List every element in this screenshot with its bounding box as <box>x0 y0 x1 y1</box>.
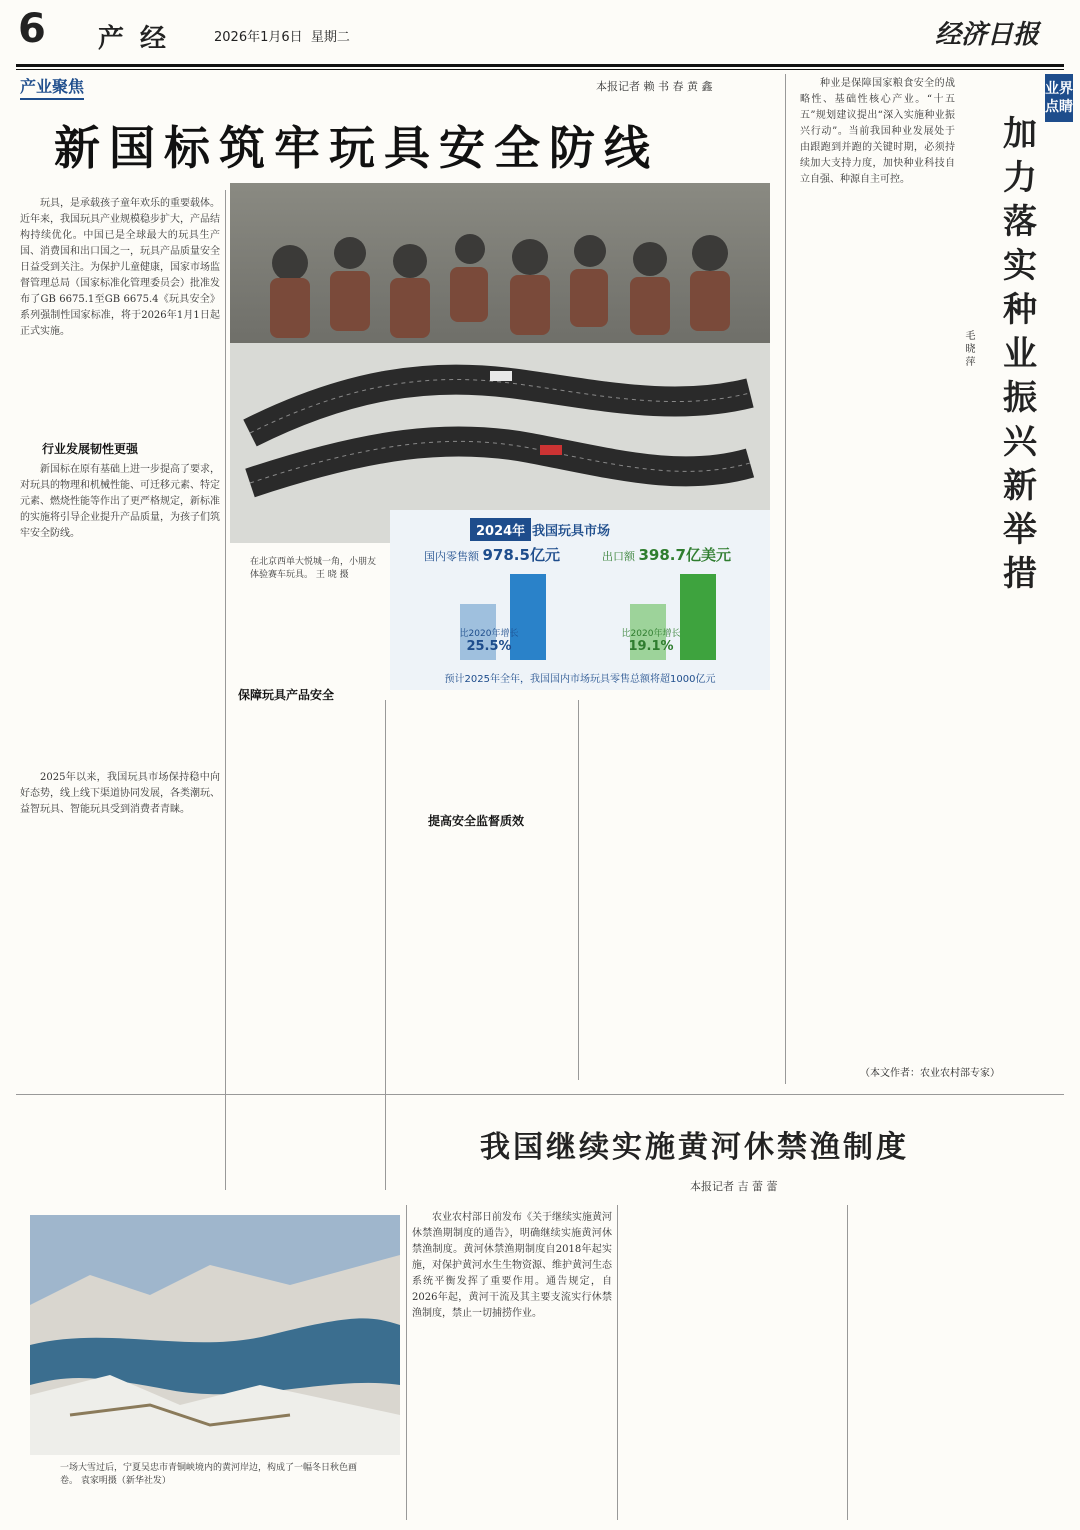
column-rule <box>617 1205 618 1520</box>
page-number: 6 <box>18 6 46 52</box>
domestic-block <box>424 544 560 565</box>
subhead-3: 提高安全监督质效 <box>428 814 525 828</box>
infobox-title: 我国玩具市场 <box>532 524 611 539</box>
paper-logo: 经济日报 <box>935 20 1040 50</box>
market-infobox <box>390 510 770 690</box>
column-rule <box>406 1205 407 1520</box>
domestic-value: 978.5亿元 <box>482 546 560 564</box>
domestic-label: 国内零售额 <box>424 550 479 563</box>
section-kicker: 产业聚焦 <box>20 74 84 100</box>
article1-col4-body <box>582 700 772 1080</box>
header-rule-thin <box>16 69 1064 70</box>
sidebar-tag: 业界点睛 <box>1045 74 1073 122</box>
article1-col2-body <box>230 706 380 1186</box>
toy-track-image <box>230 183 770 543</box>
article1-col3-body <box>392 832 572 1082</box>
article2-body-col3 <box>852 1210 1062 1520</box>
article1-col2-top <box>230 620 380 660</box>
subhead-2: 保障玩具产品安全 <box>238 688 335 702</box>
column-rule <box>578 700 579 1080</box>
article1-col3-top <box>392 700 572 810</box>
column-rule <box>225 190 226 1190</box>
column-rule <box>785 74 786 1084</box>
toy-track-photo <box>230 183 770 543</box>
article2-photo-caption: 一场大雪过后，宁夏吴忠市青铜峡境内的黄河岸边，构成了一幅冬日秋色画卷。 袁家明摄（新华社发） <box>60 1463 358 1486</box>
domestic-growth: 比2020年增长 25.5% <box>459 629 519 654</box>
export-label: 出口额 <box>602 550 635 563</box>
infobox-year: 2024年 <box>470 518 531 541</box>
article1-body-col1b: 新国标在原有基础上进一步提高了要求，对玩具的物理和机械性能、可迁移元素、特定元素、燃烧性能等作出了更严格规定，新标准的实施将引导企业提升产品质量，为孩子们筑牢安全防线。 <box>20 464 220 539</box>
section-divider <box>16 1094 1064 1095</box>
article2-body-col1: 农业农村部日前发布《关于继续实施黄河休禁渔期制度的通告》，明确继续实施黄河休禁渔制度。黄河休禁渔期制度自2018年起实施，对保护黄河水生生物资源、维护黄河生态系统平衡发挥了重要作用。通告规定，自2026年起，黄河干流及其主要支流实行休禁渔制度，禁止一切捕捞作业。 <box>412 1212 612 1319</box>
article2-body-col2 <box>622 1210 842 1520</box>
photo-caption: 在北京西单大悦城一角，小朋友体验赛车玩具。 王 晓 摄 <box>250 557 377 580</box>
yellow-river-image <box>30 1215 400 1455</box>
article1-byline: 本报记者 赖 书 春 黄 鑫 <box>596 80 713 93</box>
export-block <box>602 544 731 565</box>
issue-date: 2026年1月6日 星期二 <box>214 30 350 45</box>
sidebar-author: 毛 晓 萍 <box>963 330 974 367</box>
article1-body-col1c: 2025年以来，我国玩具市场保持稳中向好态势，线上线下渠道协同发展，各类潮玩、益智玩具、智能玩具受到消费者青睐。 <box>20 772 220 815</box>
sidebar-title: 加力落实种业振兴新举措 <box>1003 114 1037 594</box>
export-value: 398.7亿美元 <box>638 546 731 564</box>
sidebar-body-bottom <box>800 670 1050 1050</box>
infobox-forecast: 预计2025年全年，我国国内市场玩具零售总额将超1000亿元 <box>444 674 716 685</box>
growth-bars-graphic <box>390 564 770 664</box>
sidebar-body-top: 种业是保障国家粮食安全的战略性、基础性核心产业。“十五五”规划建议提出“深入实施种业振兴行动”。当前我国种业发展处于由跟跑到并跑的关键时期，必须持续加大支持力度，加快种业科技自立自强、种源自主可控。 <box>800 78 955 185</box>
sidebar-sign: （本文作者：农业农村部专家） <box>860 1068 1000 1079</box>
section-name: 产经 <box>98 24 183 54</box>
header-rule <box>16 64 1064 67</box>
subhead-1: 行业发展韧性更强 <box>42 442 139 456</box>
article2-byline: 本报记者 吉 蕾 蕾 <box>690 1180 778 1193</box>
article2-title: 我国继续实施黄河休禁渔制度 <box>480 1130 909 1165</box>
export-growth: 比2020年增长 19.1% <box>621 629 681 654</box>
article1-body-col1: 玩具，是承载孩子童年欢乐的重要载体。近年来，我国玩具产业规模稳步扩大，产品结构持续优化。中国已是全球最大的玩具生产国、消费国和出口国之一，玩具产品质量安全日益受到关注。为保护儿童健康，国家市场监督管理总局（国家标准化管理委员会）批准发布了GB 6675.1至GB 6675.4《玩具安全》系列强制性国家标准，将于2026年1月1日起正式实施。 <box>20 198 220 337</box>
yellow-river-photo <box>30 1215 400 1455</box>
column-rule <box>385 700 386 1190</box>
column-rule <box>847 1205 848 1520</box>
article1-title: 新国标筑牢玩具安全防线 <box>54 121 659 175</box>
